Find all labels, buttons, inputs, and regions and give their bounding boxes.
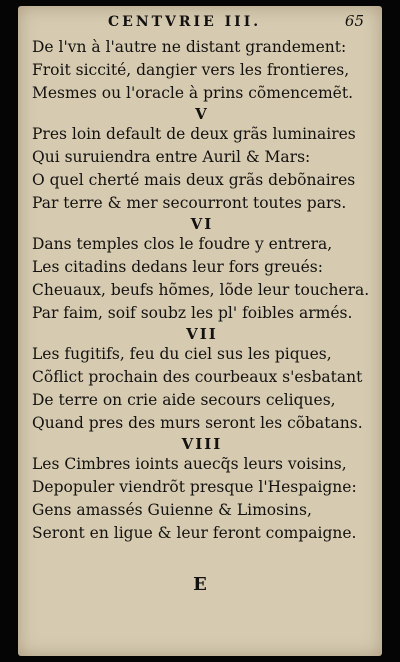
page-header [18, 12, 382, 32]
verse-line: Seront en ligue & leur feront compaigne. [32, 524, 357, 542]
verse-line: Par terre & mer secourront toutes pars. [32, 194, 347, 212]
verse-line: Les citadins dedans leur fors greués: [32, 258, 323, 276]
verse-line: Par faim, soif soubz les pl' foibles armés. [32, 304, 353, 322]
signature-mark: E [193, 574, 207, 595]
verse-line: De l'vn à l'autre ne distant grandement: [32, 38, 347, 56]
verse-line: Dans temples clos le foudre y entrera, [32, 235, 333, 253]
verse-line: Qui suruiendra entre Auril & Mars: [32, 148, 311, 166]
quatrain-numeral: VIII [181, 435, 223, 453]
verse-line: Quand pres des murs seront les cõbatans. [32, 414, 363, 432]
verse-line: De terre on crie aide secours celiques, [32, 391, 336, 409]
verse-line: Pres loin default de deux grãs luminaires [32, 125, 356, 143]
verse-line: Cõflict prochain des courbeaux s'esbatant [32, 368, 363, 386]
running-head: CENTVRIE III. [108, 14, 262, 30]
page-number: 65 [344, 12, 364, 30]
verse-line: Froit siccité, dangier vers les frontieres, [32, 61, 350, 79]
verse-line: Les Cimbres ioints auecq̃s leurs voisins, [32, 455, 347, 473]
quatrain-numeral: VII [186, 325, 218, 343]
verse-line: Mesmes ou l'oracle à prins cõmencemẽt. [32, 84, 353, 102]
verse-line: Les fugitifs, feu du ciel sus les piques, [32, 345, 332, 363]
book-page [18, 6, 382, 656]
quatrain-numeral: VI [190, 215, 214, 233]
page-body [32, 36, 372, 545]
verse-line: Cheuaux, beufs hõmes, lõde leur touchera. [32, 281, 370, 299]
verse-line: Depopuler viendrõt presque l'Hespaigne: [32, 478, 357, 496]
verse-line: O quel cherté mais deux grãs debõnaires [32, 171, 356, 189]
verse-line: Gens amassés Guienne & Limosins, [32, 501, 312, 519]
quatrain-numeral: V [195, 105, 209, 123]
